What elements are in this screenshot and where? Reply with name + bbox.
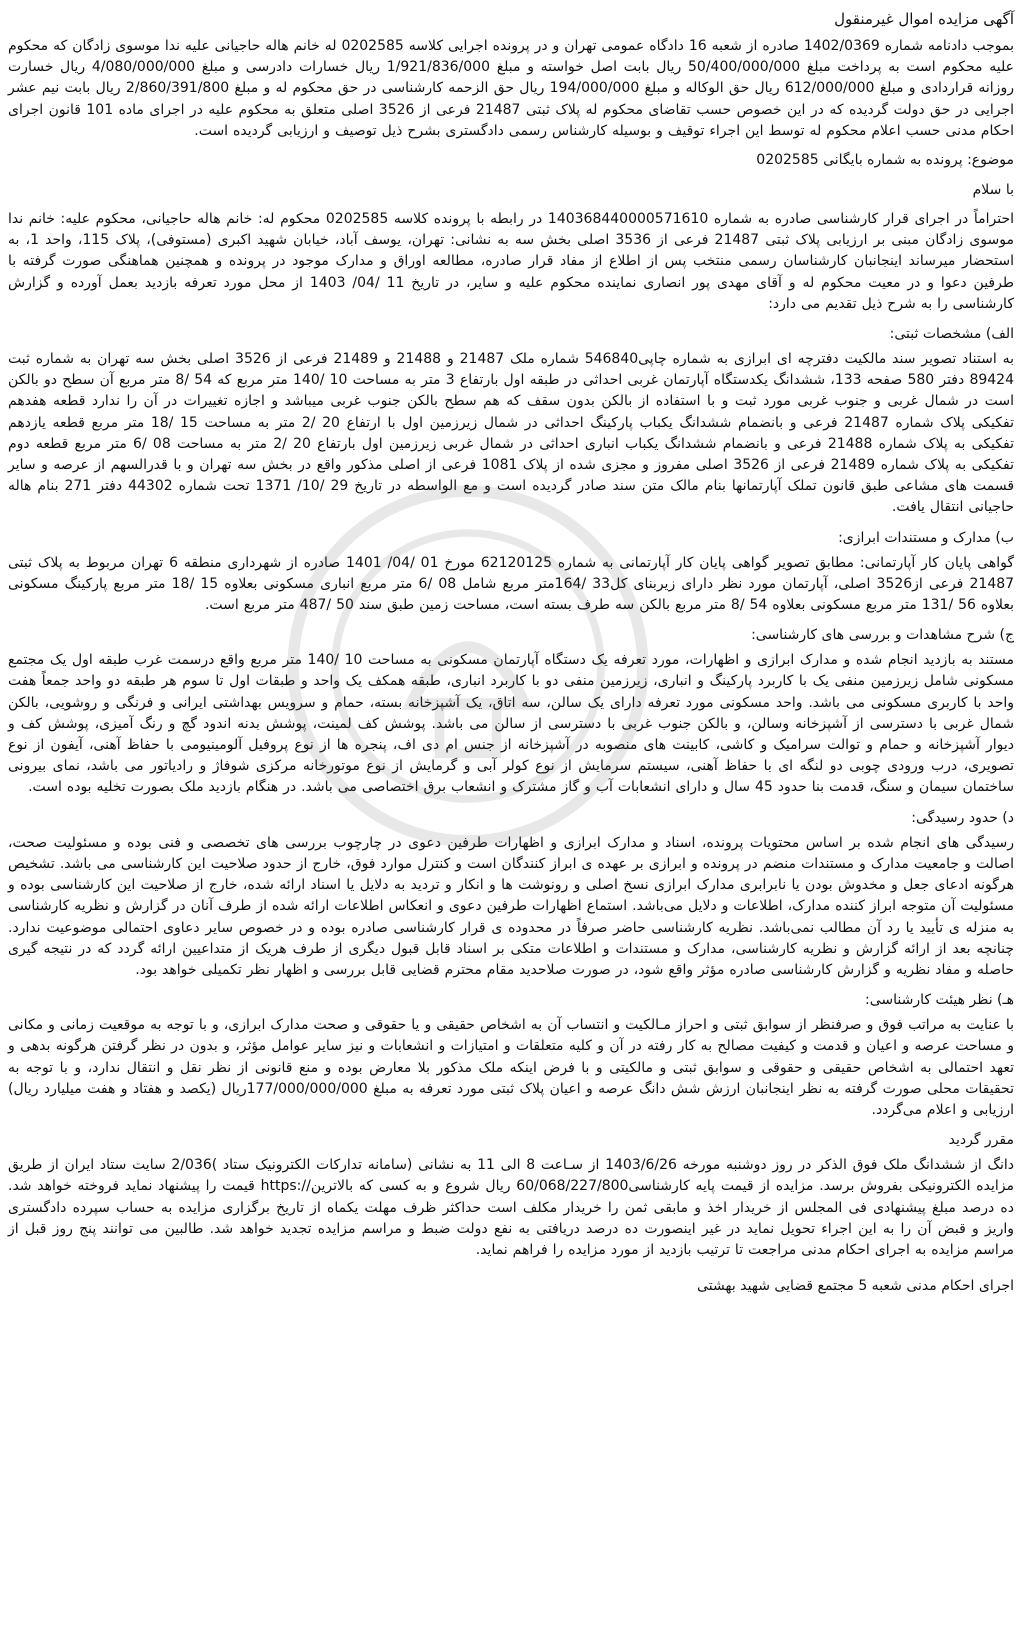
section-b-paragraph: گواهی پایان کار آپارتمانی: مطابق تصویر گواهی پایان کار آپارتمانی به شماره 62120125 مورخ 01 /04/ 1401 صادره از شهرداری منطقه 6 تهران مربوط به پلاک ثبتی 21487 فرعی از3526 اصلی، آپارتمان مورد نظر دارای زیربنای کل33 /164متر مربع شامل 08 /6 متر مربع انباری مسکونی بعلاوه 15 /18 متر مربع پارکینگ مسکونی بعلاوه 56 /131 متر مربع مسکونی بعلاوه 54 /8 متر مربع بالکن سه طرف بسته است، مساحت زمین طبق سند 50 /487 متر مربع است. bbox=[8, 554, 1015, 614]
decision-paragraph: دانگ از ششدانگ ملک فوق الذکر در روز دوشنبه مورخه 1403/6/26 از سـاعت 8 الی 11 به نشانی (سامانه تدارکات الکترونیک ستاد )2/036 سایت ستاد ایران از طریق مزایده الکترونیکی بفروش برسد. مزایده از قیمت پایه کارشناسی60/068/227/800 ریال شروع و به کسی که بالاترین//:https قیمت را پیشنهاد نماید فروخته خواهد شد. ده درصد مبلغ پیشنهادی فی المجلس از خریدار اخذ و مابقی ثمن را خریدار مکلف است حداکثر ظرف مهلت یکماه از تاریخ برگزاری مزایده به حساب سپرده دادگستری واریز و قبض آن را به این اجراء تحویل نماید در غیر اینصورت ده درصد دریافتی به نفع دولت ضبط و مراسم مزایده تجدید خواهد شد. طالبین می توانند پنج روز قبل از مراسم مزایده به اجرای احکام مدنی مراجعت تا ترتیب بازدید از مورد مزایده را فراهم نماید. bbox=[8, 1157, 1014, 1258]
section-d-paragraph: رسیدگی های انجام شده بر اساس محتویات پرونده، اسناد و مدارک ابرازی و اظهارات طرفین دعوی در چارچوب بررسی های تخصصی و فنی بوده و مسئولیت صحت، اصالت و جامعیت مدارک و مستندات منضم در پرونده و ابرازی بر عهده ی ابراز کنندگان است و کنترل موارد فوق، خارج از حدود صلاحیت این کارشناسی می باشد. تشخیص هرگونه ادعای جعل و مخدوش بودن یا نابرابری مدارک ابرازی نسخ اصلی و رونوشت ها و انکار و تردید به دلایل یا اسناد ارائه شده، خارج از صلاحیت این کارشناسی بوده و مسئولیت آن متوجه ابراز کننده مدارک، اطلاعات و دلایل می‌باشد. استماع اظهارات طرفین دعوی و انعکاس اطلاعات ارائه شده از طرف آنان در گزارش و نظریه کارشناسی به منزله ی تأیید یا رد آن مطالب نمی‌باشد. نظریه کارشناسی حاضر صرفاً در محدوده ی قرار کارشناسی صادره بوده و در خصوص سایر دعاوی احتمالی موضوعیت ندارد. چنانچه بعد از ارائه گزارش و نظریه کارشناسی، مدارک و مستندات و اطلاعات متکی بر اسناد قابل قبول دیگری از طرف هریک از متداعیین ارائه گردد که در نتیجه گیری حاصله و مفاد نظریه و گزارش کارشناسی صادره مؤثر واقع شود، در صورت صلاحدید مقام محترم قضایی قابل بررسی و اظهار نظر تکمیلی خواهد بود. bbox=[8, 834, 1014, 978]
subject-line: موضوع: پرونده به شماره بایگانی 0202585 bbox=[756, 152, 1014, 169]
section-e-heading: هـ) نظر هیئت کارشناسی: bbox=[864, 992, 1014, 1009]
signature-line: اجرای احکام مدنی شعبه 5 مجتمع قضایی شهید بهشتی bbox=[697, 1278, 1014, 1295]
section-b-heading: ب) مدارک و مستندات ابرازی: bbox=[838, 529, 1014, 546]
intro-paragraph: بموجب دادنامه شماره 1402/0369 صادره از شعبه 16 دادگاه عمومی تهران و در پرونده اجرایی کلاسه 0202585 له خانم هاله حاجیانی علیه ندا موسوی زادگان که محکوم علیه محکوم است به پرداخت مبلغ 50/400/000/000 ریال بابت اصل خواسته و مبلغ 1/921/836/000 ریال خسارات دادرسی و مبلغ 4/080/000/000 ریال خسارت روزانه قراردادی و مبلغ 612/000/000 ریال حق الوکاله و مبلغ 194/000/000 ریال حق الزحمه کارشناسی در حق محکوم له و مبلغ 2/860/391/800 ریال بابت نیم عشر اجرایی در حق دولت گردیده که در این خصوص حسب تقاضای محکوم له پلاک ثبتی 21487 فرعی از 3526 اصلی متعلق به محکوم علیه در اجرای ماده 101 قانون اجرای احکام مدنی حسب اعلام محکوم له توسط این اجراء توقیف و بوسیله کارشناس رسمی دادگستری بشرح ذیل توصیف و ارزیابی گردیده است. bbox=[8, 38, 1015, 139]
section-a-paragraph: به استناد تصویر سند مالکیت دفترچه ای ابرازی به شماره چاپی546840 شماره ملک 21487 و 21488 و 21489 فرعی از 3526 اصلی بخش سه تهران به شماره ثبت 89424 دفتر 580 صفحه 133، ششدانگ یکدستگاه آپارتمان غربی احداثی در طبقه اول بارتفاع 3 متر به مساحت 10 /140 متر مربع که 54 /8 متر مربع آن سطح دو بالکن است در شمال غربی و جنوب غربی مورد ثبت و با استفاده از بالکن بدون سقف که هم سطح بالکن جنوب غربی میباشد و اجازه تغییرات در آن را ندارد قطعه هفدهم تفکیکی پلاک شماره 21487 فرعی و بانضمام ششدانگ یکباب پارکینگ احداثی در شمال زیرزمین اول با ارتفاع 20 /2 متر به مساحت 15 /18 متر مربع قطعه یازدهم تفکیکی به پلاک شماره 21488 فرعی و بانضمام ششدانگ یکباب انباری احداثی در شمال غربی زیرزمین اول بارتفاع 20 /2 متر به مساحت 08 /6 متر مربع قطعه دوم تفکیکی به پلاک شماره 21489 فرعی از 3526 اصلی مفروز و مجزی شده از پلاک 1081 فرعی از اصلی مذکور واقع در بخش سه تهران و با قدرالسهم از عرصه و سایر قسمت های مشاعی طبق قانون تملک آپارتمانها بنام مالک متن سند صادر گردیده است و مع الواسطه در تاریخ 29 /10/ 1371 تحت شماره 44302 دفتر 271 بنام هاله حاجیانی انتقال یافت. bbox=[8, 351, 1015, 516]
section-d-heading: د) حدود رسیدگی: bbox=[911, 809, 1014, 826]
section-a-heading: الف) مشخصات ثبتی: bbox=[889, 326, 1014, 343]
section-c-paragraph: مستند به بازدید انجام شده و مدارک ابرازی و اظهارات، مورد تعرفه یک دستگاه آپارتمان مسکونی به مساحت 10 /140 متر مربع واقع درسمت غرب طبقه اول یک مجتمع مسکونی شامل زیرزمین منفی یک با کاربرد پارکینگ و انباری، زیرزمین منفی دو با کاربرد انباری، طبقه همکف یک واحد و طبقات اول تا سوم هر طبقه دو واحد جمعاً هفت واحد با کاربری مسکونی می باشد. واحد مسکونی مورد تعرفه دارای یک سالن، سه اتاق، یک آشپزخانه بسته، حمام و سرویس بهداشتی ایرانی و فرنگی و روشویی، بالکن شمال غربی با دسترسی از آشپزخانه وسالن، و بالکن جنوب غربی با دسترسی از سالن می باشد. پوشش کف لمینت، پوشش بدنه اندود گچ و رنگ آمیزی، پوشش کف و دیوار آشپزخانه و حمام و توالت سرامیک و کاشی، کابینت های منصوبه در آشپزخانه از جنس ام دی اف، پنجره ها از نوع پروفیل آلومینیومی با حفاظ آهنی، آیفون از نوع تصویری، درب ورودی چوبی دو لنگه ای با حفاظ آهنی، سیستم سرمایش از نوع کولر آبی و گرمایش از نوع موتورخانه مرکزی شوفاژ و رادیاتور می باشد، نمای بیرونی ساختمان سیمان و سنگ، قدمت بنا حدود 45 سال و دارای انشعابات آب و گاز مشترک و انشعاب برق اختصاصی می باشد. در هنگام بازدید ملک بصورت تخلیه بوده است. bbox=[8, 652, 1014, 796]
section-e-paragraph: با عنایت به مراتب فوق و صرفنظر از سوابق ثبتی و احراز مـالکیت و انتساب آن به اشخاص حقیقی و یا حقوقی و صحت مدارک ابرازی، و با توجه به موقعیت زمانی و مکانی و مساحت عرصه و اعیان و قدمت و کیفیت مصالح به کار رفته در آن و کلیه متعلقات و امتیازات و انشعابات و نیز سایر عوامل مؤثر، و بدون در نظر گرفتن هرگونه بدهی و تعهد احتمالی به اشخاص حقیقی و حقوقی و سوابق ثبتی و مالکیتی و با فرض اینکه ملک مذکور بلا معارض بوده و منع قانونی از نظر نقل و انتقال ندارد، و با توجه به تحقیقات محلی صورت گرفته به نظر اینجانبان ارزش شش دانگ عرصه و اعیان پلاک ثبتی مورد تعرفه به مبلغ 177/000/000/000ریال (یکصد و هفتاد و هفت میلیارد ریال) ارزیابی و اعلام می‌گردد. bbox=[8, 1017, 1014, 1118]
section-c-heading: ج) شرح مشاهدات و بررسی های کارشناسی: bbox=[751, 627, 1014, 644]
preamble-paragraph: احتراماً در اجرای قرار کارشناسی صادره به شماره 140368440000571610 در رابطه با پرونده کلاسه 0202585 محکوم له: خانم هاله حاجیانی، محکوم علیه: خانم ندا موسوی زادگان مبنی بر ارزیابی پلاک ثبتی 21487 فرعی از 3536 اصلی بخش سه به نشانی: تهران، یوسف آباد، خیابان شهید اکبری (مستوفی)، پلاک 115، واحد 1، به استحضار میرساند اینجانبان کارشناسان رسمی منتخب پس از اطلاع از مفاد قرار صادره، مطالعه اوراق و مدارک موجود در پرونده و همچنین هماهنگی صورت گرفته با طرفین دعوا و در معیت محکوم له و آقای مهدی پور انصاری نماینده محکوم علیه و سایر، در تاریخ 11 /04/ 1403 از محل مورد تعرفه بازدید بعمل آورده و گزارش کارشناسی را به شرح ذیل تقدیم می دارد: bbox=[8, 211, 1015, 312]
auction-notice-document bbox=[8, 6, 1014, 1632]
notice-title: آگهی مزایده اموال غیرمنقول bbox=[834, 10, 1014, 28]
greeting-line: با سلام bbox=[972, 182, 1014, 199]
decision-heading: مقرر گردید bbox=[948, 1132, 1014, 1149]
